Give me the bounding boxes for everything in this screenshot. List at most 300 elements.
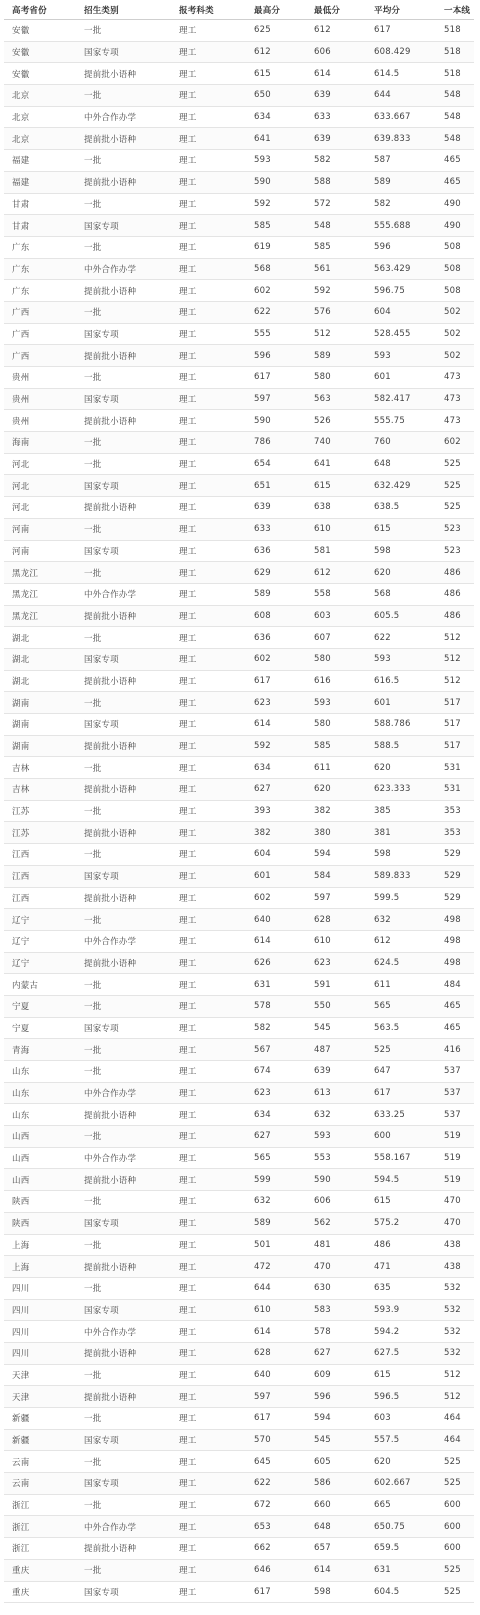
cell-cutoff: 465 [444,1022,461,1033]
cell-avg-score: 620 [374,567,391,578]
cell-province: 安徽 [12,48,30,59]
table-row [4,1430,474,1452]
cell-province: 江西 [12,850,30,861]
cell-min-score: 591 [314,979,331,990]
cell-avg-score: 588.5 [374,741,400,752]
cell-subject: 理工 [179,1175,197,1186]
cell-cutoff: 525 [444,480,461,491]
cell-province: 山西 [12,1175,30,1186]
cell-avg-score: 647 [374,1066,391,1077]
table-row [4,237,474,259]
cell-cutoff: 490 [444,220,461,231]
cell-avg-score: 650.75 [374,1521,405,1532]
cell-category: 提前批小语种 [84,611,137,622]
table-row [4,606,474,628]
cell-cutoff: 508 [444,285,461,296]
cell-avg-score: 615 [374,524,391,535]
cell-avg-score: 648 [374,459,391,470]
cell-min-score: 584 [314,871,331,882]
cell-subject: 理工 [179,958,197,969]
cell-province: 广东 [12,264,30,275]
cell-cutoff: 512 [444,632,461,643]
cell-subject: 理工 [179,893,197,904]
cell-max-score: 501 [254,1239,271,1250]
cell-max-score: 672 [254,1500,271,1511]
cell-category: 国家专项 [84,1436,119,1447]
cell-cutoff: 537 [444,1088,461,1099]
cell-province: 贵州 [12,416,30,427]
cell-category: 提前批小语种 [84,416,137,427]
table-row [4,410,474,432]
header-cutoff: 一本线 [444,5,471,16]
cell-min-score: 607 [314,632,331,643]
cell-province: 黑龙江 [12,611,39,622]
cell-province: 陕西 [12,1219,30,1230]
table-row [4,822,474,844]
cell-min-score: 598 [314,1586,331,1597]
cell-max-score: 629 [254,567,271,578]
table-row [4,302,474,324]
cell-province: 河北 [12,481,30,492]
cell-cutoff: 508 [444,242,461,253]
cell-max-score: 565 [254,1153,271,1164]
cell-province: 辽宁 [12,915,30,926]
cell-subject: 理工 [179,872,197,883]
cell-cutoff: 498 [444,914,461,925]
cell-category: 提前批小语种 [84,1110,137,1121]
cell-province: 宁夏 [12,1002,30,1013]
cell-min-score: 585 [314,741,331,752]
cell-subject: 理工 [179,980,197,991]
cell-category: 提前批小语种 [84,785,137,796]
cell-cutoff: 531 [444,762,461,773]
cell-max-score: 636 [254,545,271,556]
table-row [4,172,474,194]
cell-province: 新疆 [12,1414,30,1425]
table-row [4,1516,474,1538]
cell-category: 一批 [84,156,102,167]
cell-max-score: 592 [254,198,271,209]
cell-province: 云南 [12,1479,30,1490]
cell-avg-score: 623.333 [374,784,411,795]
cell-max-score: 617 [254,675,271,686]
cell-category: 提前批小语种 [84,1262,137,1273]
cell-max-score: 646 [254,1565,271,1576]
cell-province: 海南 [12,438,30,449]
cell-category: 一批 [84,568,102,579]
cell-max-score: 592 [254,741,271,752]
cell-max-score: 382 [254,827,271,838]
cell-province: 黑龙江 [12,590,39,601]
cell-cutoff: 537 [444,1109,461,1120]
table-row [4,1083,474,1105]
cell-subject: 理工 [179,1349,197,1360]
cell-province: 上海 [12,1240,30,1251]
cell-province: 北京 [12,113,30,124]
cell-max-score: 631 [254,979,271,990]
cell-subject: 理工 [179,91,197,102]
cell-category: 国家专项 [84,1479,119,1490]
table-row [4,541,474,563]
table-row [4,215,474,237]
cell-cutoff: 531 [444,784,461,795]
cell-subject: 理工 [179,373,197,384]
table-row [4,866,474,888]
cell-avg-score: 596.5 [374,1391,400,1402]
table-row [4,1039,474,1061]
cell-category: 国家专项 [84,546,119,557]
cell-category: 国家专项 [84,655,119,666]
cell-max-score: 641 [254,133,271,144]
cell-province: 山东 [12,1110,30,1121]
cell-max-score: 599 [254,1174,271,1185]
cell-cutoff: 512 [444,1391,461,1402]
cell-cutoff: 484 [444,979,461,990]
table-row [4,714,474,736]
table-row [4,1278,474,1300]
table-row [4,844,474,866]
cell-category: 提前批小语种 [84,742,137,753]
cell-cutoff: 600 [444,1543,461,1554]
cell-subject: 理工 [179,286,197,297]
cell-category: 一批 [84,1002,102,1013]
cell-min-score: 648 [314,1521,331,1532]
cell-province: 福建 [12,156,30,167]
cell-cutoff: 473 [444,372,461,383]
cell-category: 一批 [84,1132,102,1143]
cell-min-score: 585 [314,242,331,253]
cell-category: 一批 [84,698,102,709]
cell-subject: 理工 [179,221,197,232]
table-row [4,1148,474,1170]
cell-max-score: 644 [254,1283,271,1294]
cell-max-score: 612 [254,47,271,58]
cell-cutoff: 529 [444,892,461,903]
cell-category: 国家专项 [84,1305,119,1316]
cell-subject: 理工 [179,416,197,427]
cell-max-score: 590 [254,415,271,426]
cell-category: 中外合作办学 [84,1089,137,1100]
cell-category: 国家专项 [84,395,119,406]
cell-min-score: 548 [314,220,331,231]
cell-min-score: 605 [314,1456,331,1467]
cell-category: 提前批小语种 [84,351,137,362]
cell-category: 国家专项 [84,329,119,340]
cell-subject: 理工 [179,460,197,471]
cell-min-score: 487 [314,1044,331,1055]
cell-min-score: 563 [314,394,331,405]
cell-avg-score: 620 [374,762,391,773]
cell-cutoff: 517 [444,697,461,708]
table-row [4,1582,474,1604]
header-category: 招生类别 [84,5,119,16]
cell-min-score: 633 [314,112,331,123]
cell-subject: 理工 [179,1479,197,1490]
cell-province: 贵州 [12,395,30,406]
table-row [4,649,474,671]
cell-avg-score: 631 [374,1565,391,1576]
cell-province: 甘肃 [12,221,30,232]
cell-max-score: 602 [254,892,271,903]
cell-subject: 理工 [179,1067,197,1078]
header-avg-score: 平均分 [374,5,401,16]
cell-avg-score: 604 [374,307,391,318]
cell-max-score: 596 [254,350,271,361]
cell-category: 一批 [84,199,102,210]
cell-max-score: 567 [254,1044,271,1055]
table-row [4,475,474,497]
cell-subject: 理工 [179,915,197,926]
cell-cutoff: 416 [444,1044,461,1055]
cell-category: 提前批小语种 [84,1349,137,1360]
table-row [4,85,474,107]
cell-province: 四川 [12,1284,30,1295]
cell-category: 一批 [84,1414,102,1425]
cell-province: 天津 [12,1392,30,1403]
cell-province: 广西 [12,308,30,319]
table-row [4,1061,474,1083]
cell-province: 湖北 [12,676,30,687]
table-row [4,150,474,172]
cell-max-score: 585 [254,220,271,231]
cell-max-score: 578 [254,1001,271,1012]
cell-subject: 理工 [179,26,197,37]
cell-avg-score: 593.9 [374,1304,400,1315]
cell-province: 山西 [12,1154,30,1165]
cell-cutoff: 519 [444,1174,461,1185]
table-row [4,324,474,346]
table-row [4,1256,474,1278]
cell-cutoff: 518 [444,68,461,79]
cell-avg-score: 608.429 [374,47,411,58]
cell-province: 四川 [12,1327,30,1338]
cell-category: 一批 [84,525,102,536]
cell-category: 提前批小语种 [84,134,137,145]
cell-category: 中外合作办学 [84,1522,137,1533]
cell-category: 一批 [84,91,102,102]
cell-min-score: 610 [314,524,331,535]
cell-subject: 理工 [179,1154,197,1165]
cell-avg-score: 601 [374,697,391,708]
cell-subject: 理工 [179,611,197,622]
table-row [4,63,474,85]
cell-min-score: 558 [314,589,331,600]
table-row [4,1473,474,1495]
cell-category: 国家专项 [84,1587,119,1598]
cell-min-score: 593 [314,697,331,708]
cell-subject: 理工 [179,1262,197,1273]
cell-category: 一批 [84,980,102,991]
cell-province: 四川 [12,1349,30,1360]
cell-max-score: 601 [254,871,271,882]
table-row [4,280,474,302]
cell-province: 江苏 [12,828,30,839]
cell-max-score: 633 [254,524,271,535]
cell-min-score: 615 [314,480,331,491]
cell-province: 广西 [12,351,30,362]
cell-cutoff: 464 [444,1413,461,1424]
cell-max-score: 639 [254,502,271,513]
cell-category: 国家专项 [84,481,119,492]
table-row [4,562,474,584]
cell-max-score: 604 [254,849,271,860]
cell-province: 福建 [12,178,30,189]
cell-min-score: 593 [314,1131,331,1142]
cell-max-score: 615 [254,68,271,79]
cell-subject: 理工 [179,113,197,124]
table-row [4,367,474,389]
table-row [4,107,474,129]
table-row [4,996,474,1018]
cell-province: 吉林 [12,785,30,796]
cell-province: 吉林 [12,763,30,774]
cell-max-score: 608 [254,610,271,621]
header-subject: 报考科类 [179,5,214,16]
cell-province: 浙江 [12,1522,30,1533]
cell-max-score: 602 [254,285,271,296]
cell-min-score: 609 [314,1369,331,1380]
cell-max-score: 614 [254,936,271,947]
cell-avg-score: 635 [374,1283,391,1294]
cell-cutoff: 518 [444,25,461,36]
cell-cutoff: 486 [444,610,461,621]
cell-avg-score: 624.5 [374,957,400,968]
cell-province: 江苏 [12,807,30,818]
cell-subject: 理工 [179,807,197,818]
cell-cutoff: 600 [444,1521,461,1532]
cell-subject: 理工 [179,590,197,601]
cell-province: 四川 [12,1305,30,1316]
cell-province: 江西 [12,893,30,904]
cell-category: 一批 [84,1370,102,1381]
cell-max-score: 597 [254,394,271,405]
cell-subject: 理工 [179,568,197,579]
cell-subject: 理工 [179,178,197,189]
cell-avg-score: 565 [374,1001,391,1012]
cell-province: 陕西 [12,1197,30,1208]
cell-category: 一批 [84,26,102,37]
cell-cutoff: 490 [444,198,461,209]
cell-subject: 理工 [179,742,197,753]
cell-category: 中外合作办学 [84,590,137,601]
cell-province: 上海 [12,1262,30,1273]
cell-category: 提前批小语种 [84,1175,137,1186]
cell-max-score: 651 [254,480,271,491]
cell-subject: 理工 [179,1370,197,1381]
cell-category: 中外合作办学 [84,1154,137,1165]
cell-cutoff: 465 [444,155,461,166]
cell-avg-score: 620 [374,1456,391,1467]
cell-min-score: 382 [314,806,331,817]
cell-max-score: 597 [254,1391,271,1402]
cell-min-score: 620 [314,784,331,795]
cell-min-score: 589 [314,350,331,361]
cell-avg-score: 582 [374,198,391,209]
cell-cutoff: 525 [444,502,461,513]
cell-max-score: 619 [254,242,271,253]
cell-avg-score: 471 [374,1261,391,1272]
cell-cutoff: 523 [444,524,461,535]
cell-avg-score: 568 [374,589,391,600]
cell-province: 云南 [12,1457,30,1468]
cell-avg-score: 588.786 [374,719,411,730]
cell-max-score: 628 [254,1348,271,1359]
cell-avg-score: 617 [374,1088,391,1099]
table-row [4,801,474,823]
cell-min-score: 632 [314,1109,331,1120]
cell-subject: 理工 [179,525,197,536]
table-row [4,1018,474,1040]
cell-cutoff: 548 [444,90,461,101]
cell-max-score: 622 [254,1478,271,1489]
table-row [4,194,474,216]
cell-avg-score: 385 [374,806,391,817]
cell-cutoff: 512 [444,1369,461,1380]
cell-max-score: 634 [254,762,271,773]
table-row [4,432,474,454]
cell-province: 山西 [12,1132,30,1143]
table-body [4,20,474,1603]
cell-cutoff: 602 [444,437,461,448]
cell-category: 一批 [84,1197,102,1208]
cell-cutoff: 525 [444,1478,461,1489]
cell-avg-score: 604.5 [374,1586,400,1597]
cell-subject: 理工 [179,438,197,449]
cell-max-score: 622 [254,307,271,318]
cell-avg-score: 555.75 [374,415,405,426]
cell-min-score: 612 [314,567,331,578]
cell-max-score: 617 [254,1586,271,1597]
cell-subject: 理工 [179,1544,197,1555]
cell-subject: 理工 [179,1501,197,1512]
cell-min-score: 611 [314,762,331,773]
cell-cutoff: 486 [444,567,461,578]
cell-min-score: 628 [314,914,331,925]
cell-province: 甘肃 [12,199,30,210]
cell-subject: 理工 [179,1089,197,1100]
cell-province: 宁夏 [12,1023,30,1034]
table-row [4,1235,474,1257]
cell-category: 国家专项 [84,1219,119,1230]
cell-min-score: 639 [314,1066,331,1077]
cell-cutoff: 508 [444,263,461,274]
cell-subject: 理工 [179,1587,197,1598]
cell-avg-score: 600 [374,1131,391,1142]
cell-avg-score: 612 [374,936,391,947]
cell-min-score: 582 [314,155,331,166]
cell-avg-score: 593 [374,350,391,361]
cell-min-score: 572 [314,198,331,209]
cell-category: 一批 [84,1067,102,1078]
cell-subject: 理工 [179,308,197,319]
cell-subject: 理工 [179,1522,197,1533]
cell-province: 北京 [12,91,30,102]
table-row [4,128,474,150]
cell-subject: 理工 [179,48,197,59]
cell-province: 北京 [12,134,30,145]
cell-avg-score: 563.429 [374,263,411,274]
cell-max-score: 625 [254,25,271,36]
cell-subject: 理工 [179,1197,197,1208]
table-row [4,454,474,476]
cell-max-score: 617 [254,1413,271,1424]
cell-province: 河北 [12,460,30,471]
cell-subject: 理工 [179,503,197,514]
cell-subject: 理工 [179,546,197,557]
table-row [4,519,474,541]
cell-province: 湖南 [12,742,30,753]
cell-category: 国家专项 [84,720,119,731]
